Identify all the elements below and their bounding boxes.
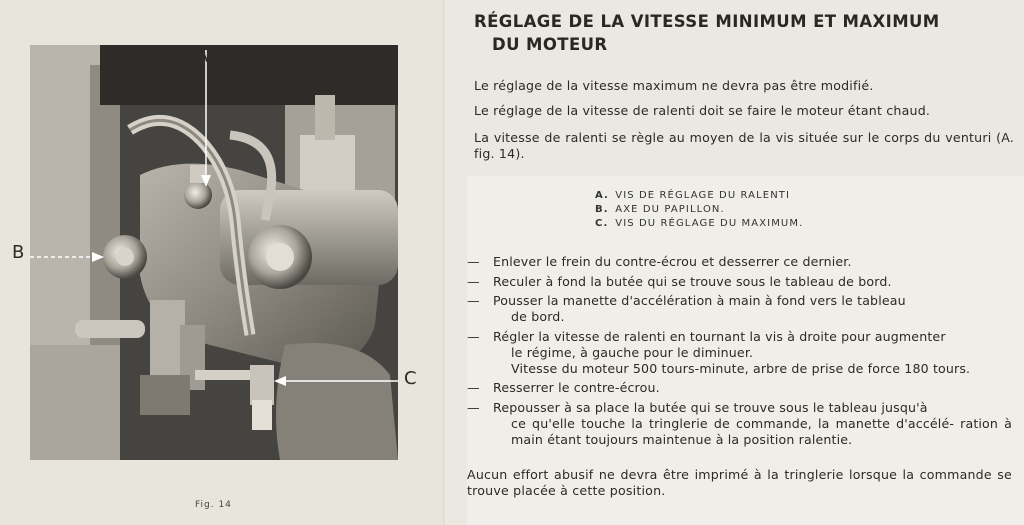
legend-item <box>595 203 803 217</box>
right-page <box>445 0 1024 525</box>
legend-text: AXE DU PAPILLON. <box>615 204 725 215</box>
step-text-continuation: le régime, à gauche pour le diminuer. <box>511 344 754 360</box>
legend-item <box>595 189 803 203</box>
left-page <box>0 0 445 525</box>
procedure-steps <box>467 254 1012 451</box>
step-dash: — <box>467 399 480 415</box>
step-text: Resserrer le contre-écrou. <box>493 380 660 395</box>
step-item <box>467 380 1012 396</box>
step-note: Vitesse du moteur 500 tours-minute, arbre de prise de force 180 tours. <box>511 360 971 376</box>
figure-label-a: A <box>196 46 209 67</box>
figure-label-c: C <box>404 368 417 389</box>
figure-caption: Fig. 14 <box>195 500 232 510</box>
page-title <box>474 10 1019 56</box>
step-text: Reculer à fond la butée qui se trouve sous le tableau de bord. <box>493 273 892 289</box>
legend-text: VIS DU RÉGLAGE DU MAXIMUM. <box>615 218 804 229</box>
step-dash: — <box>467 254 480 269</box>
step-dash: — <box>467 380 480 395</box>
title-line-1: RÉGLAGE DE LA VITESSE MINIMUM ET MAXIMUM <box>474 12 940 31</box>
closing-paragraph: Aucun effort abusif ne devra être imprimé à la tringlerie lorsque la commande se trouve placée à cette position. <box>467 467 1012 498</box>
step-text-continuation: de bord. <box>511 309 565 324</box>
legend-text: VIS DE RÉGLAGE DU RALENTI <box>615 190 791 201</box>
engine-photo <box>30 45 398 460</box>
step-item <box>467 400 1012 448</box>
step-item <box>467 293 1012 325</box>
paragraph: Le réglage de la vitesse de ralenti doit se faire le moteur étant chaud. <box>474 103 931 118</box>
step-text: Enlever le frein du contre-écrou et desserrer ce dernier. <box>493 254 852 269</box>
figure-legend <box>595 189 803 231</box>
paragraph: Le réglage de la vitesse maximum ne devra pas être modifié. <box>474 78 874 93</box>
figure-label-b: B <box>12 242 25 263</box>
legend-item <box>595 217 803 231</box>
engine-illustration <box>30 45 398 460</box>
legend-key: C. <box>595 218 609 229</box>
step-dash: — <box>467 293 480 308</box>
legend-key: A. <box>595 190 609 201</box>
step-item <box>467 329 1012 377</box>
step-text: Repousser à sa place la butée qui se trouve sous le tableau jusqu'à <box>493 399 928 415</box>
legend-key: B. <box>595 204 609 215</box>
title-line-2: DU MOTEUR <box>492 35 608 54</box>
step-dash: — <box>467 328 480 344</box>
step-text: Pousser la manette d'accélération à main à fond vers le tableau <box>493 293 906 308</box>
step-item <box>467 254 1012 270</box>
step-dash: — <box>467 273 480 289</box>
step-text: Régler la vitesse de ralenti en tournant la vis à droite pour augmenter <box>493 328 946 344</box>
step-text-continuation: ce qu'elle touche la tringlerie de commande, la manette d'accélé- ration à main étant toujours maintenue à la position ralentie. <box>511 415 1012 447</box>
paragraph: La vitesse de ralenti se règle au moyen de la vis située sur le corps du venturi (A. fig. 14). <box>474 130 1014 161</box>
step-item <box>467 274 1012 290</box>
